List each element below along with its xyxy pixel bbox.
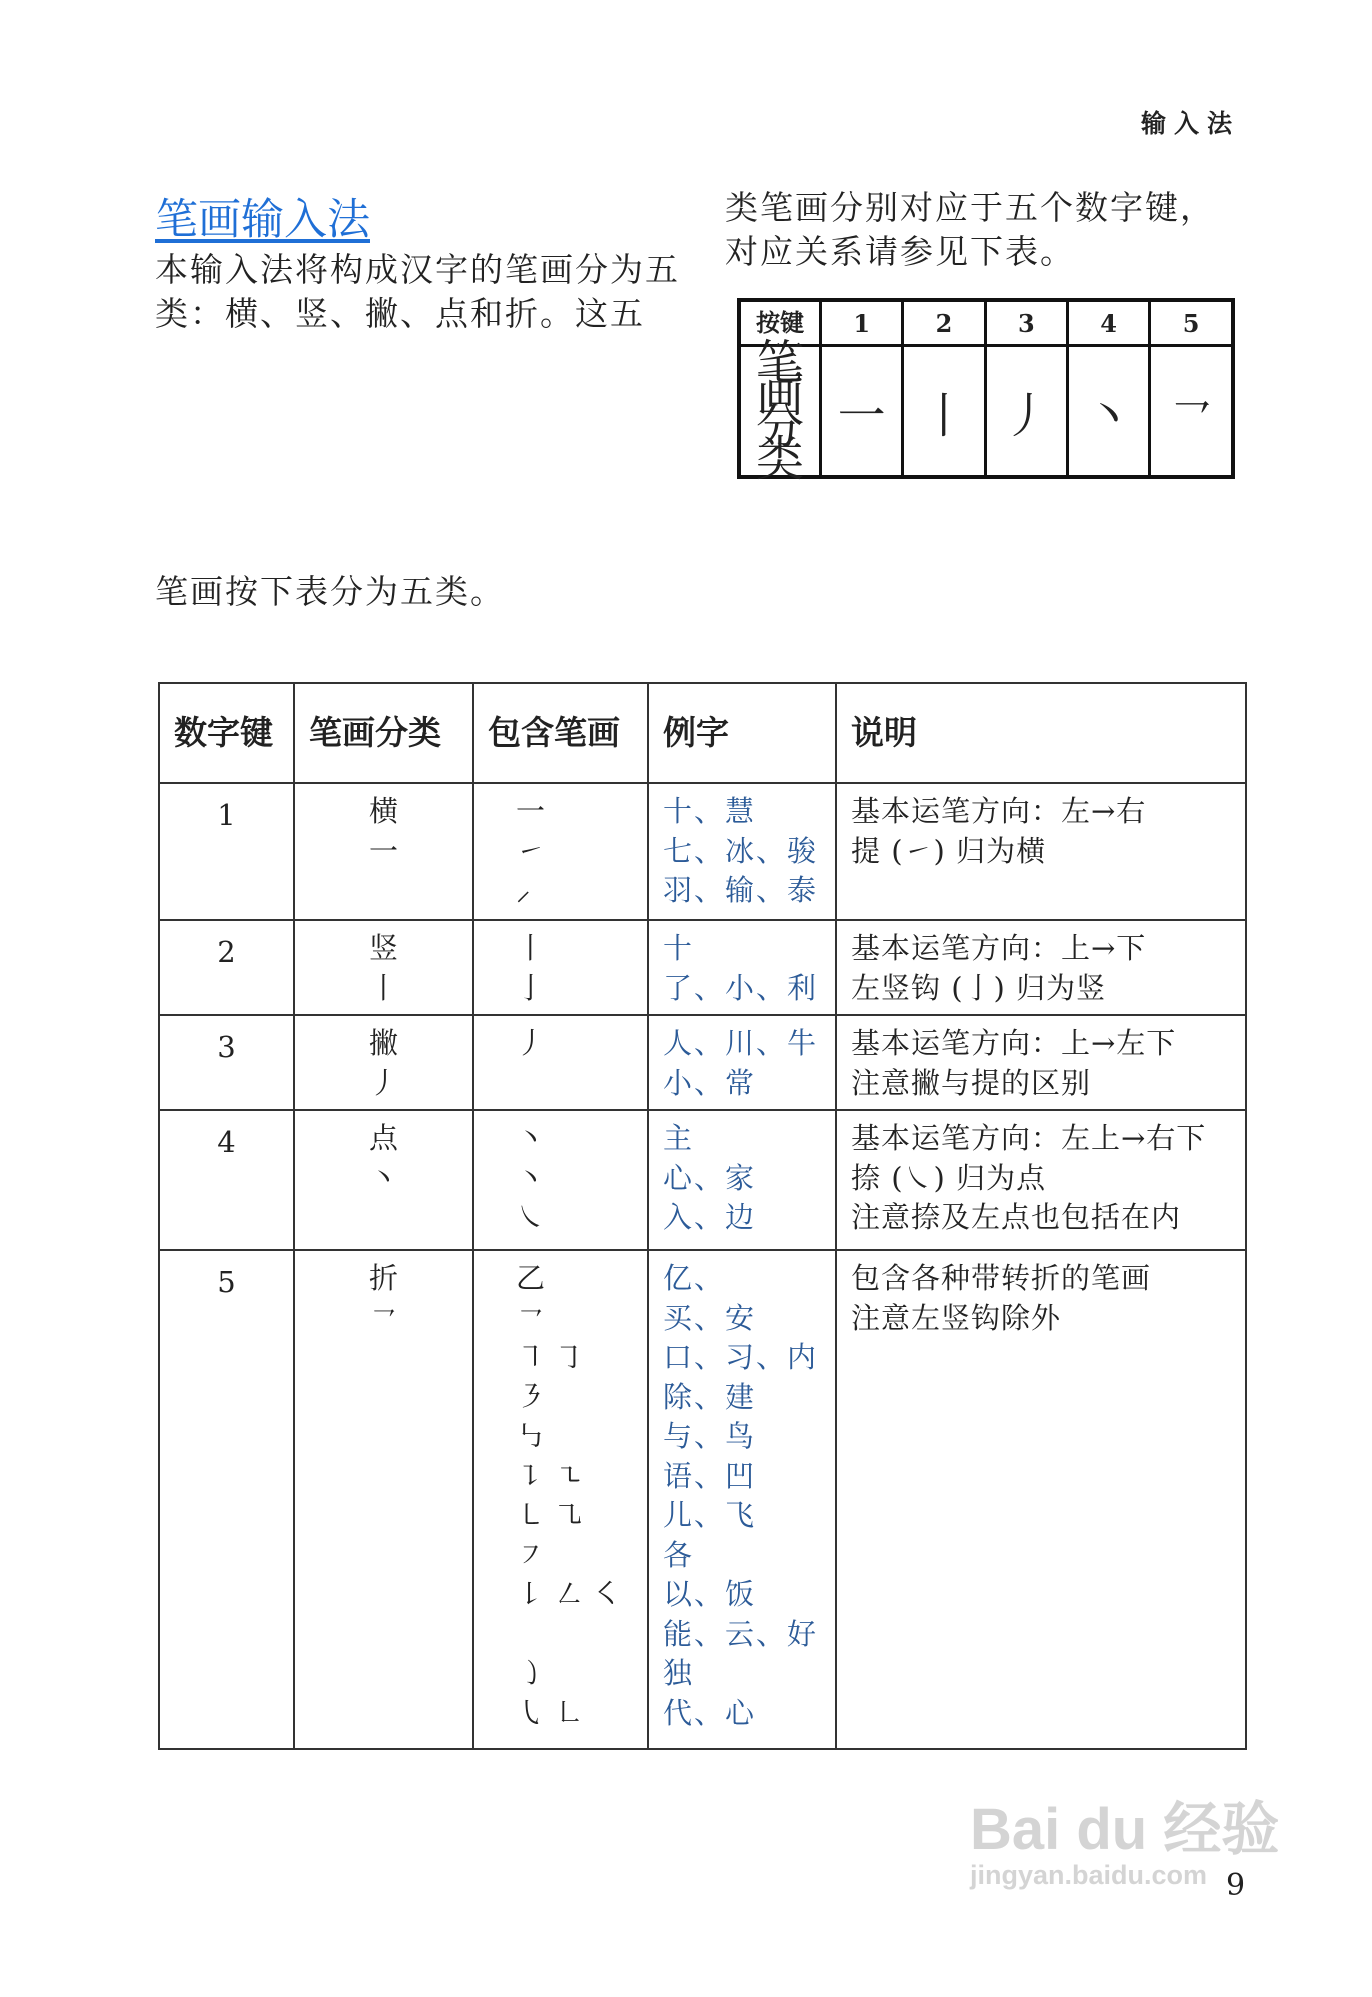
stroke-3: 丿 — [985, 346, 1067, 478]
examples-cell-line: 能、云、好 — [663, 1616, 819, 1651]
page-number: 9 — [1226, 1868, 1246, 1903]
examples-cell-line: 主 — [663, 1121, 695, 1155]
strokes-cell-line: ㇄ ㇈ — [516, 1498, 584, 1532]
examples-cell — [648, 783, 836, 920]
category-cell-line: 折 — [368, 1261, 398, 1295]
header-category: 笔画分类 — [294, 683, 473, 783]
examples-cell-line: 除、建 — [663, 1379, 757, 1414]
strokes-cell-line: 乙 — [516, 1261, 546, 1295]
strokes-cell-line: ⸝ — [516, 873, 531, 907]
strokes-cell — [473, 1015, 648, 1110]
table-row — [159, 1110, 1246, 1250]
examples-cell — [648, 920, 836, 1015]
examples-cell-line: 十 — [663, 931, 695, 965]
description-cell — [836, 1250, 1246, 1749]
key-cell: 2 — [159, 920, 294, 1015]
strokes-cell-line: 一 — [516, 794, 546, 828]
strokes-cell-line: ㇇ — [516, 1537, 546, 1572]
intro-text: 本输入法将构成汉字的笔画分为五类：横、竖、撇、点和折。这五 — [155, 250, 680, 333]
section-header: 输入法 — [1141, 109, 1241, 138]
key-2: 2 — [903, 300, 985, 346]
key-cell: 3 — [159, 1015, 294, 1110]
watermark-url: jingyan.baidu.com — [970, 1860, 1208, 1890]
strokes-cell-line: ㇖ — [516, 1300, 546, 1335]
key-cell: 4 — [159, 1110, 294, 1250]
description-cell — [836, 1015, 1246, 1110]
examples-cell-line: 心、家 — [663, 1160, 757, 1195]
stroke-label: 笔画分类 — [739, 346, 821, 478]
description-cell — [836, 783, 1246, 920]
stroke-5: ㇖ — [1150, 346, 1233, 478]
strokes-cell — [473, 920, 648, 1015]
stroke-4: 丶 — [1067, 346, 1149, 478]
strokes-cell-line: 丨 — [516, 931, 546, 965]
examples-cell — [648, 1250, 836, 1749]
table-lead-text: 笔画按下表分为五类。 — [155, 572, 505, 611]
examples-cell — [648, 1015, 836, 1110]
category-cell — [294, 920, 473, 1015]
strokes-cell-line: ㇂ ㇗ — [516, 1695, 584, 1730]
key-4: 4 — [1067, 300, 1149, 346]
examples-cell-line: 羽、输、泰 — [663, 873, 819, 907]
description-cell-line: 注意撇与提的区别 — [851, 1065, 1092, 1100]
description-cell — [836, 920, 1246, 1015]
table-row — [159, 1250, 1246, 1749]
examples-cell-line: 儿、飞 — [663, 1498, 757, 1532]
category-cell-line: 丿 — [368, 1065, 398, 1100]
category-cell — [294, 1015, 473, 1110]
examples-cell-line: 亿、 — [663, 1261, 726, 1295]
examples-cell-line: 入、边 — [663, 1200, 757, 1234]
header-description: 说明 — [836, 683, 1246, 783]
stroke-2: 丨 — [903, 346, 985, 478]
strokes-cell — [473, 1110, 648, 1250]
header-strokes: 包含笔画 — [473, 683, 648, 783]
examples-cell-line: 七、冰、骏 — [663, 833, 819, 868]
header-key: 数字键 — [159, 683, 294, 783]
strokes-cell-line: 亅 — [516, 970, 546, 1005]
header-examples: 例字 — [648, 683, 836, 783]
examples-cell-line: 语、凹 — [663, 1458, 757, 1493]
strokes-cell-line: ㇁ — [516, 1656, 546, 1690]
strokes-cell-line: ㇉ — [516, 1419, 546, 1453]
table-row — [159, 1015, 1246, 1110]
strokes-cell-line: 丿 — [516, 1026, 546, 1060]
strokes-cell — [473, 783, 648, 920]
intro-text-continued: 类笔画分别对应于五个数字键，对应关系请参见下表。 — [725, 188, 1215, 271]
strokes-cell-line: ㇙ ㇜ ㇛ — [516, 1577, 622, 1611]
stroke-category-table — [158, 682, 1247, 1750]
table-row — [159, 920, 1246, 1015]
description-cell-line: 注意左竖钩除外 — [851, 1300, 1062, 1335]
strokes-cell-line: ㇏ — [516, 1200, 546, 1234]
strokes-cell-line: 丶 — [516, 1160, 546, 1195]
examples-cell-line: 了、小、利 — [663, 970, 819, 1005]
strokes-cell-line — [516, 1615, 647, 1655]
strokes-cell-line: ㇊ ㇍ — [516, 1458, 584, 1493]
examples-cell-line: 以、饭 — [663, 1577, 757, 1611]
category-cell — [294, 1250, 473, 1749]
category-cell-line: 丨 — [368, 970, 398, 1005]
category-cell-line: 竖 — [368, 931, 398, 965]
description-cell-line: 注意捺及左点也包括在内 — [851, 1200, 1182, 1234]
examples-cell — [648, 1110, 836, 1250]
category-cell-line: 丶 — [368, 1160, 398, 1195]
table-row — [159, 783, 1246, 920]
description-cell-line: 提 (㇀) 归为横 — [851, 833, 1047, 868]
description-cell-line: 包含各种带转折的笔画 — [851, 1261, 1152, 1295]
key-1: 1 — [821, 300, 903, 346]
description-cell — [836, 1110, 1246, 1250]
section-title[interactable]: 笔画输入法 — [155, 195, 370, 245]
stroke-1: 一 — [821, 346, 903, 478]
strokes-cell-line: 丶 — [516, 1121, 546, 1155]
examples-cell-line: 小、常 — [663, 1065, 757, 1100]
strokes-cell-line: ㇋ — [516, 1379, 546, 1414]
key-cell: 1 — [159, 783, 294, 920]
examples-cell-line: 各 — [663, 1537, 695, 1572]
key-label: 按键 — [739, 300, 821, 346]
description-cell-line: 基本运笔方向：左→右 — [851, 794, 1147, 828]
key-5: 5 — [1150, 300, 1233, 346]
category-cell — [294, 1110, 473, 1250]
description-cell-line: 基本运笔方向：左上→右下 — [851, 1121, 1207, 1155]
description-cell-line: 基本运笔方向：上→左下 — [851, 1026, 1177, 1060]
watermark-brand: Bai du 经验 — [970, 1797, 1280, 1862]
key-3: 3 — [985, 300, 1067, 346]
examples-cell-line: 代、心 — [663, 1695, 757, 1730]
category-cell-line: ㇖ — [368, 1300, 398, 1335]
description-cell-line: 基本运笔方向：上→下 — [851, 931, 1147, 965]
category-cell-line: 横 — [368, 794, 398, 828]
category-cell — [294, 783, 473, 920]
strokes-cell-line: ㇀ — [516, 833, 546, 868]
category-cell-line: 撇 — [368, 1026, 398, 1060]
examples-cell-line: 口、习、内 — [663, 1340, 819, 1374]
examples-cell-line: 人、川、牛 — [663, 1026, 819, 1060]
examples-cell-line: 与、鸟 — [663, 1419, 757, 1453]
key-mapping-table — [737, 298, 1235, 487]
description-cell-line: 捺 (㇏) 归为点 — [851, 1160, 1047, 1195]
strokes-cell — [473, 1250, 648, 1749]
category-cell-line: 一 — [368, 833, 398, 868]
examples-cell-line: 独 — [663, 1656, 695, 1690]
examples-cell-line: 买、安 — [663, 1300, 757, 1335]
baidu-watermark — [970, 1797, 1280, 1891]
key-cell: 5 — [159, 1250, 294, 1749]
category-cell-line: 点 — [368, 1121, 398, 1155]
description-cell-line: 左竖钩 (亅) 归为竖 — [851, 970, 1107, 1005]
strokes-cell-line: ㇕ ㇆ — [516, 1340, 584, 1374]
examples-cell-line: 十、慧 — [663, 794, 757, 828]
